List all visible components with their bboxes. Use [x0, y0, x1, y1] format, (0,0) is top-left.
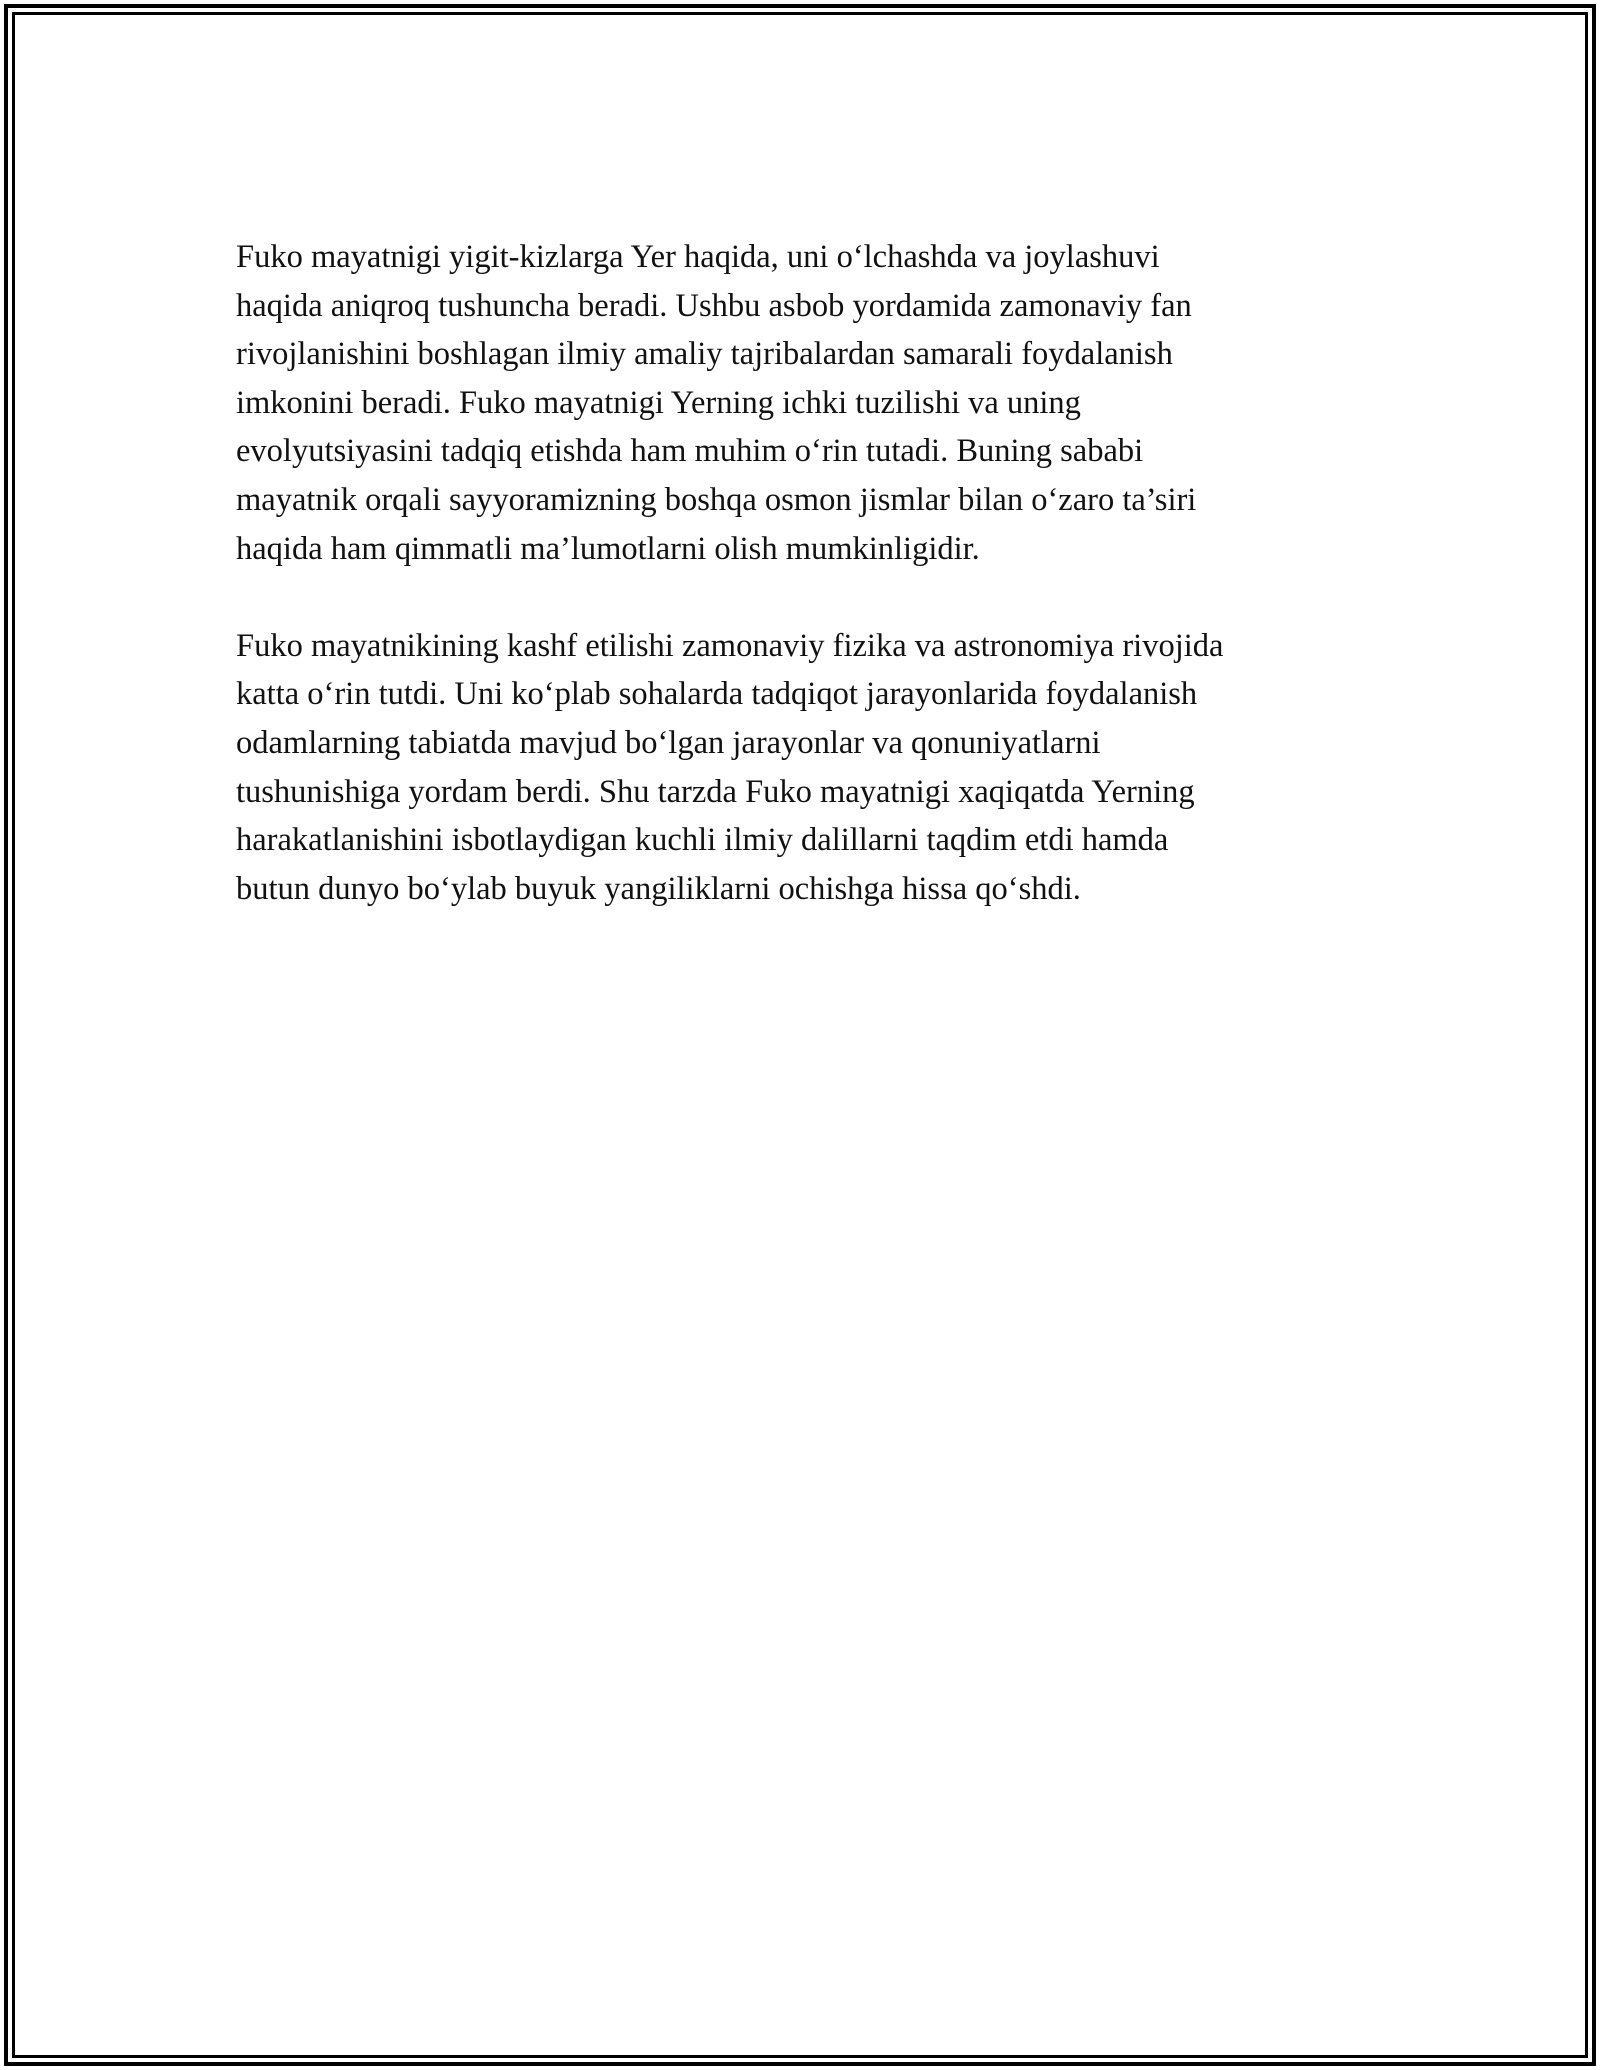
paragraph-line: evolyutsiyasini tadqiq etishda ham muhim o‘rin tutadi. Buning sababi: [236, 433, 1144, 470]
paragraph-line: rivojlanishini boshlagan ilmiy amaliy tajribalardan samarali foydalanish: [236, 336, 1173, 373]
paragraph-line: Fuko mayatnigi yigit-kizlarga Yer haqida, uni o‘lchashda va joylashuvi: [236, 239, 1160, 275]
document-body: [236, 233, 1366, 913]
paragraph-line: tushunishiga yordam berdi. Shu tarzda Fuko mayatnigi xaqiqatda Yerning: [236, 773, 1195, 810]
paragraph-line: butun dunyo bo‘ylab buyuk yangiliklarni ochishga hissa qo‘shdi.: [236, 870, 1081, 907]
paragraph-2: [236, 622, 1366, 914]
paragraph-line: haqida aniqroq tushuncha beradi. Ushbu asbob yordamida zamonaviy fan: [236, 287, 1192, 324]
paragraph-line: mayatnik orqali sayyoramizning boshqa osmon jismlar bilan o‘zaro ta’siri: [236, 481, 1197, 518]
paragraph-1: [236, 233, 1366, 573]
paragraph-line: katta o‘rin tutdi. Uni ko‘plab sohalarda tadqiqot jarayonlarida foydalanish: [236, 676, 1198, 713]
paragraph-line: haqida ham qimmatli ma’lumotlarni olish mumkinligidir.: [236, 530, 980, 567]
paragraph-line: odamlarning tabiatda mavjud bo‘lgan jarayonlar va qonuniyatlarni: [236, 724, 1101, 761]
paragraph-line: Fuko mayatnikining kashf etilishi zamonaviy fizika va astronomiya rivojida: [236, 627, 1224, 664]
paragraph-line: harakatlanishini isbotlaydigan kuchli ilmiy dalillarni taqdim etdi hamda: [236, 822, 1169, 859]
paragraph-line: imkonini beradi. Fuko mayatnigi Yerning ichki tuzilishi va uning: [236, 384, 1081, 421]
